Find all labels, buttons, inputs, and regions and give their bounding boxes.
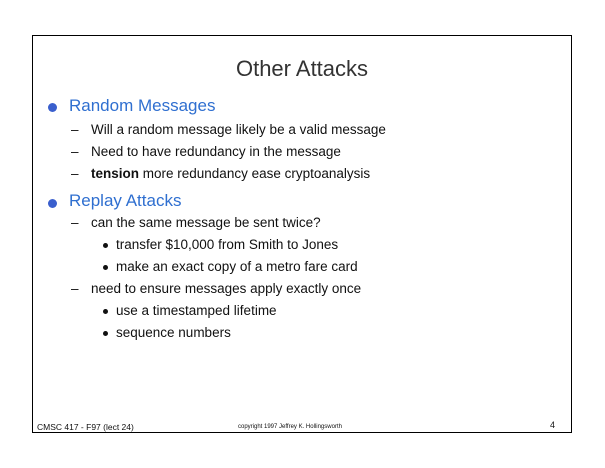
footer-copyright: copyright 1997 Jeffrey K. Hollingsworth: [238, 424, 342, 430]
section-heading-replay-attacks: Replay Attacks: [69, 191, 182, 210]
bullet-icon: [103, 265, 108, 270]
bullet-icon: [103, 331, 108, 336]
section-bullet-icon: [48, 103, 57, 112]
section-heading-random-messages: Random Messages: [69, 96, 216, 115]
page-number: 4: [549, 420, 555, 430]
item-bold-word: tension: [91, 166, 140, 181]
item-text: can the same message be sent twice?: [91, 215, 321, 230]
bullet-icon: [103, 309, 108, 314]
dash-icon: –: [71, 281, 79, 296]
dash-icon: –: [71, 166, 79, 181]
item-text: Will a random message likely be a valid message: [91, 122, 386, 137]
slide: [32, 35, 572, 433]
subitem-text: transfer $10,000 from Smith to Jones: [116, 237, 339, 252]
subitem-text: use a timestamped lifetime: [116, 303, 277, 318]
section-bullet-icon: [48, 199, 57, 208]
slide-title: Other Attacks: [235, 56, 369, 81]
item-text-rest: more redundancy ease cryptoanalysis: [139, 166, 371, 181]
item-text: need to ensure messages apply exactly once: [91, 281, 362, 296]
item-text: [91, 166, 370, 181]
item-text: Need to have redundancy in the message: [91, 144, 341, 159]
bullet-icon: [103, 243, 108, 248]
subitem-text: make an exact copy of a metro fare card: [116, 259, 358, 274]
subitem-text: sequence numbers: [116, 325, 231, 340]
dash-icon: –: [71, 215, 79, 230]
dash-icon: –: [71, 144, 79, 159]
footer-course: CMSC 417 - F97 (lect 24): [37, 422, 134, 432]
dash-icon: –: [71, 122, 79, 137]
